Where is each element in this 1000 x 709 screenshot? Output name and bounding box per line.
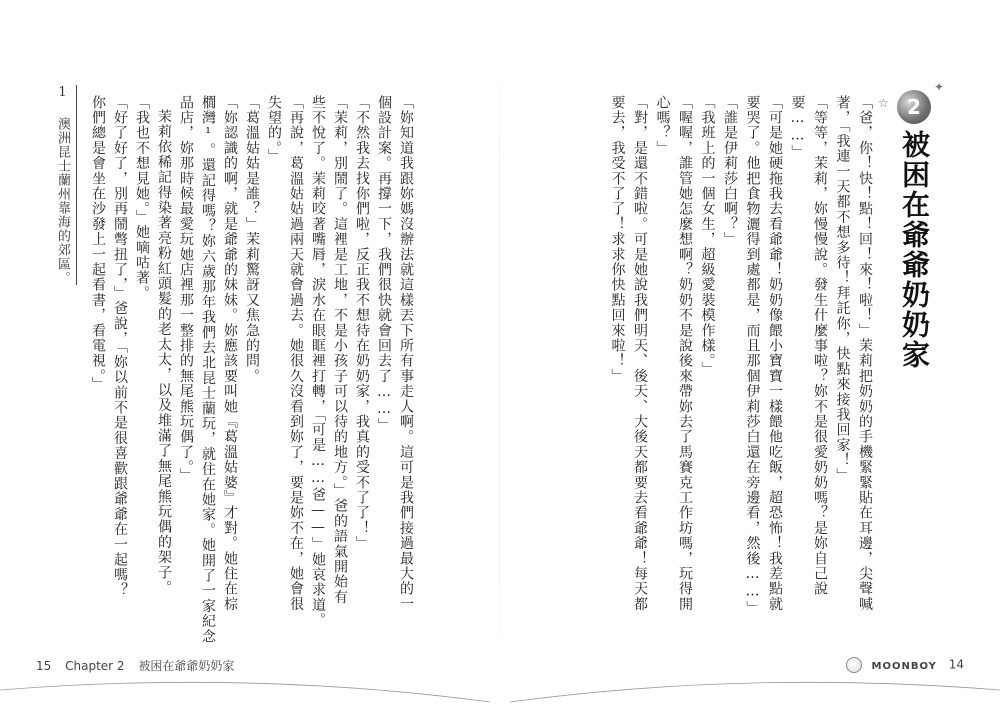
- page-number-right: 14: [948, 657, 964, 672]
- text-column: 「爸，你！快！點！回！來！啦！」茉莉把奶奶的手機緊緊貼在耳邊，尖聲喊: [857, 95, 873, 612]
- text-column: 櫚灣¹。還記得嗎？妳六歲那年我們去北昆士蘭玩，就住在她家。她開了一家紀念: [200, 95, 216, 645]
- text-column: 「誰是伊莉莎白啊？」: [722, 95, 738, 247]
- text-column: 「再說，葛溫姑姑過兩天就會過去。她很久沒看到妳了，要是妳不在，她會很: [288, 95, 304, 612]
- text-column: 要……」: [789, 95, 806, 160]
- footnote: 1 澳洲昆士蘭州靠海的郊區。: [55, 85, 70, 285]
- text-column: 失望的。」: [266, 95, 282, 164]
- chapter-title: 被困在爺爺奶奶家: [898, 130, 931, 370]
- text-column: 要哭了。他把食物灑得到處都是，而且那個伊莉莎白還在旁邊看，然後……」: [744, 95, 761, 616]
- text-column: 「我班上的一個女生，超級愛裝模作樣。」: [699, 95, 716, 377]
- text-column: 「喔喔，誰管她怎麼想啊？奶奶不是說後來帶妳去了馬賽克工作坊嗎，玩得開: [677, 95, 693, 612]
- brand-logo-text: MOONBOY: [871, 660, 937, 672]
- text-column: 「不然我去找你們啦，反正我不想待在奶奶家，我真的受不了了！」: [354, 95, 370, 551]
- text-column: 要去，我受不了了！求求你快點回來啦！」: [609, 95, 626, 384]
- sparkle-icon: ✦: [934, 80, 945, 94]
- text-column: 「葛溫姑姑是誰？」茉莉驚訝又焦急的問。: [244, 95, 260, 384]
- text-column: 些不悅了。茉莉咬著嘴脣，淚水在眼眶裡打轉，「可是……爸——」她哀求道。: [310, 95, 326, 628]
- footer-chapter-label: Chapter 2: [65, 659, 125, 673]
- text-column: 「妳知道我跟妳媽沒辦法就這樣丟下所有事走人啊。這可是我們接過最大的一: [398, 95, 414, 612]
- text-column: 「對，是還不錯啦。可是她說我們明天、後天、大後天都要去看爺爺！每天都: [632, 95, 648, 612]
- page-gutter: [499, 40, 500, 680]
- text-column: 「等等，茉莉，妳慢慢說。發生什麼事啦？妳不是很愛奶奶嗎？是妳自己說: [812, 95, 828, 597]
- page-number-left: 15: [36, 659, 52, 673]
- text-column: 品店，妳那時候最愛玩她店裡那一整排的無尾熊玩偶了。」: [178, 95, 194, 484]
- star-icon: ☆: [878, 96, 889, 110]
- text-column: 「妳認識的啊，就是爺爺的妹妹。妳應該要叫她『葛溫姑婆』才對。她住在棕: [222, 95, 238, 612]
- footnote-rule: [76, 85, 77, 285]
- text-column: 你們總是會坐在沙發上一起看書，看電視。」: [90, 95, 106, 392]
- chapter-number-badge: 2: [897, 90, 931, 124]
- text-column: 「好了好了，別再鬧彆扭了，」爸說，「妳以前不是很喜歡跟爺爺在一起嗎？: [112, 95, 128, 598]
- decorative-curve: [0, 650, 1000, 709]
- text-column: 「我也不想見她。」她嘀咕著。: [134, 95, 150, 301]
- text-column: 「茉莉，別鬧了。這裡是工地，不是小孩子可以待的地方。」爸的語氣開始有: [332, 95, 348, 605]
- text-column: 著，「我連一天都不想多待！拜託你，快點來接我回家！」: [834, 95, 851, 484]
- text-column: 心嗎？」: [654, 95, 671, 156]
- text-column: 個設計案。再撐一下，我們很快就會回去了……」: [376, 95, 392, 434]
- text-column: 「可是她硬拖我去看爺爺！奶奶像餵小寶寶一樣餵他吃飯，超恐怖！我差點就: [767, 95, 783, 612]
- footer-chapter-title: 被困在爺爺奶奶家: [138, 659, 235, 673]
- text-column: 茉莉依稀記得染著亮粉紅頭髮的老太太，以及堆滿了無尾熊玩偶的架子。: [156, 109, 172, 596]
